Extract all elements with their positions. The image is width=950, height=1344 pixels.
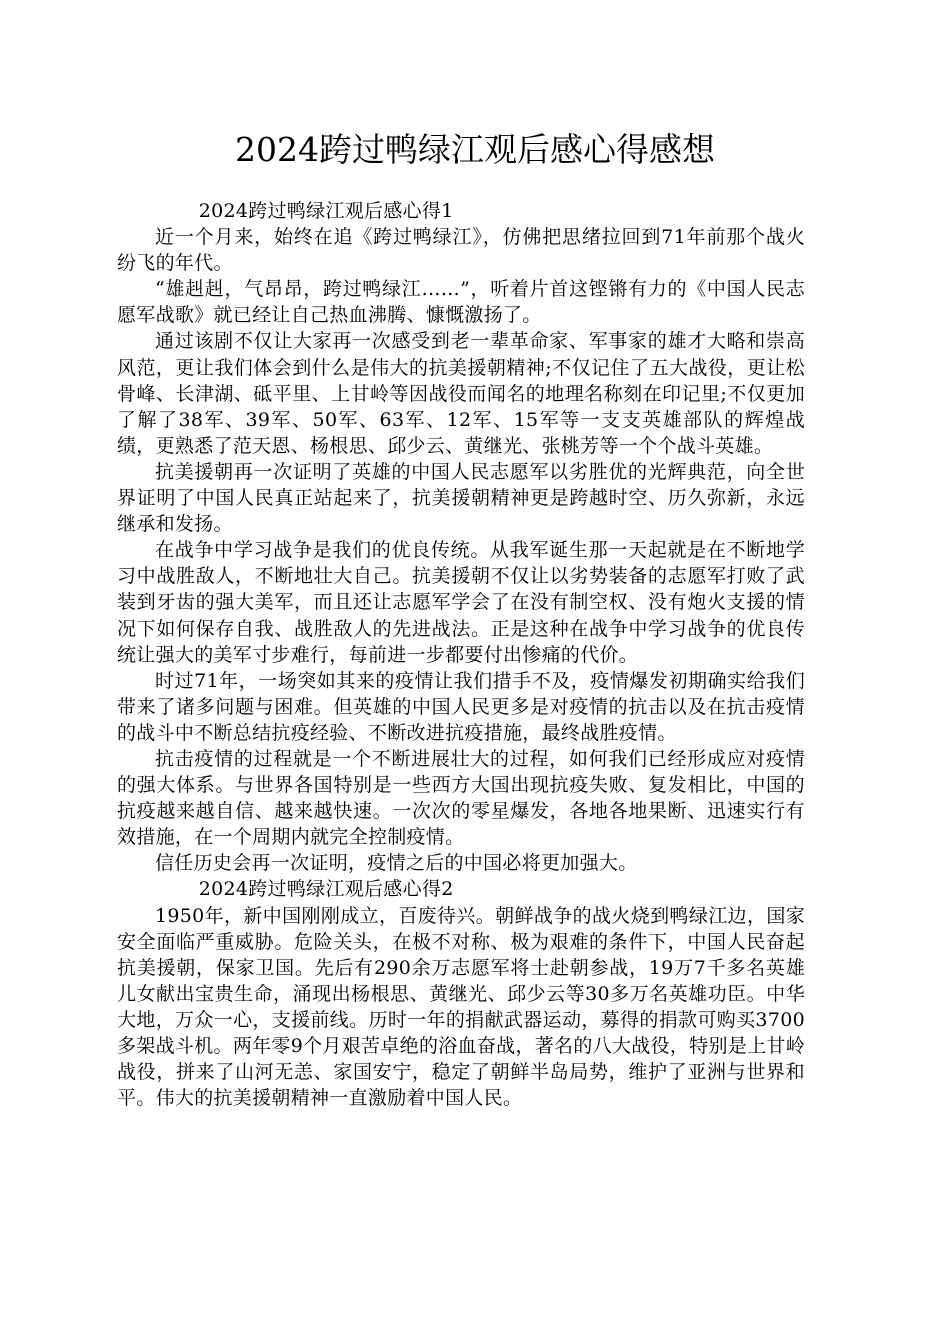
document-body — [117, 198, 805, 1111]
section-heading: 2024跨过鸭绿江观后感心得2 — [198, 878, 454, 901]
paragraph: 通过该剧不仅让大家再一次感受到老一辈革命家、军事家的雄才大略和崇高风范，更让我们体会到什么是伟大的抗美援朝精神;不仅记住了五大战役，更让松骨峰、长津湖、砥平里、上甘岭等因战役而闻名的地理名称刻在印记里;不仅更加了解了38军、39军、50军、63军、12军、15军等一支支英雄部队的辉煌战绩，更熟悉了范天恩、杨根思、邱少云、黄继光、张桃芳等一个个战斗英雄。 — [117, 330, 805, 457]
paragraph: 在战争中学习战争是我们的优良传统。从我军诞生那一天起就是在不断地学习中战胜敌人，不断地壮大自己。抗美援朝不仅让以劣势装备的志愿军打败了武装到牙齿的强大美军，而且还让志愿军学会了在没有制空权、没有炮火支援的情况下如何保存自我、战胜敌人的先进战法。正是这种在战争中学习战争的优良传统让强大的美军寸步难行，每前进一步都要付出惨痛的代价。 — [117, 539, 805, 666]
paragraph: “雄赳赳，气昂昂，跨过鸭绿江……”，听着片首这铿锵有力的《中国人民志愿军战歌》就已经让自己热血沸腾、慷慨激扬了。 — [117, 278, 805, 327]
paragraph: 时过71年，一场突如其来的疫情让我们措手不及，疫情爆发初期确实给我们带来了诸多问题与困难。但英雄的中国人民更多是对疫情的抗击以及在抗击疫情的战斗中不断总结抗疫经验、不断改进抗疫措施，最终战胜疫情。 — [117, 669, 805, 744]
paragraph: 1950年，新中国刚刚成立，百废待兴。朝鲜战争的战火烧到鸭绿江边，国家安全面临严重威胁。危险关头，在极不对称、极为艰难的条件下，中国人民奋起抗美援朝，保家卫国。先后有290余万志愿军将士赴朝参战，19万7千多名英雄儿女献出宝贵生命，涌现出杨根思、黄继光、邱少云等30多万名英雄功臣。中华大地，万众一心，支援前线。历时一年的捐献武器运动，募得的捐款可购买3700多架战斗机。两年零9个月艰苦卓绝的浴血奋战，著名的八大战役，特别是上甘岭战役，拼来了山河无恙、家国安宁，稳定了朝鲜半岛局势，维护了亚洲与世界和平。伟大的抗美援朝精神一直激励着中国人民。 — [117, 904, 805, 1110]
paragraph: 抗美援朝再一次证明了英雄的中国人民志愿军以劣胜优的光辉典范，向全世界证明了中国人民真正站起来了，抗美援朝精神更是跨越时空、历久弥新，永远继承和发扬。 — [117, 460, 805, 536]
paragraph: 近一个月来，始终在追《跨过鸭绿江》，仿佛把思绪拉回到71年前那个战火纷飞的年代。 — [117, 226, 805, 275]
paragraph: 抗击疫情的过程就是一个不断进展壮大的过程，如何我们已经形成应对疫情的强大体系。与世界各国特别是一些西方大国出现抗疫失败、复发相比，中国的抗疫越来越自信、越来越快速。一次次的零星爆发，各地各地果断、迅速实行有效措施，在一个周期内就完全控制疫情。 — [117, 747, 805, 849]
document-title: 2024跨过鸭绿江观后感心得感想 — [235, 130, 715, 169]
section-heading: 2024跨过鸭绿江观后感心得1 — [198, 200, 454, 222]
paragraph: 信任历史会再一次证明，疫情之后的中国必将更加强大。 — [155, 852, 638, 875]
